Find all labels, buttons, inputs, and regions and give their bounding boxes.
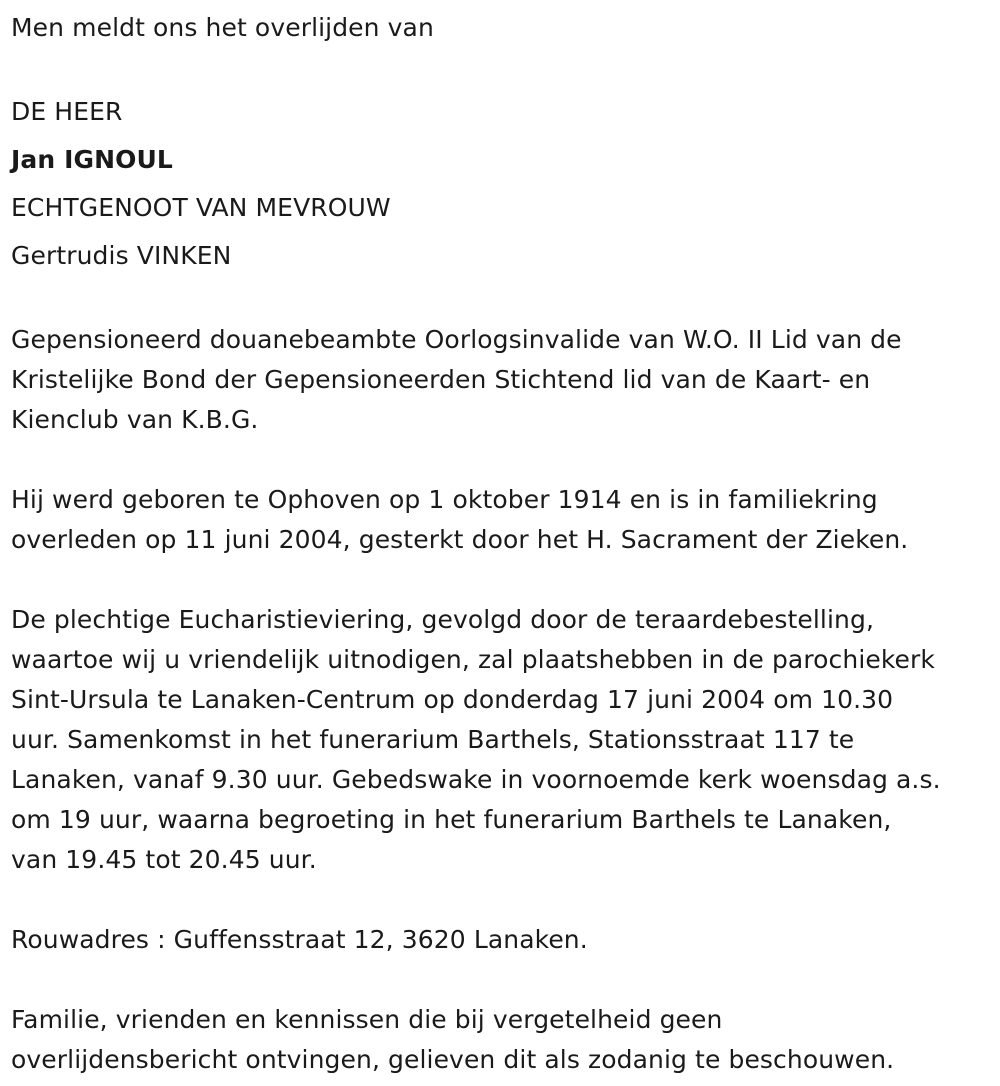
address-line: Rouwadres : Guffensstraat 12, 3620 Lanaken. xyxy=(11,925,588,954)
career-paragraph xyxy=(11,320,1000,440)
spouse-label: ECHTGENOOT VAN MEVROUW xyxy=(11,193,391,222)
birth-death-line: overleden op 11 juni 2004, gesterkt door het H. Sacrament der Zieken. xyxy=(11,525,909,554)
closing-line: overlijdensbericht ontvingen, gelieven dit als zodanig te beschouwen. xyxy=(11,1045,895,1074)
ceremony-line: uur. Samenkomst in het funerarium Barthels, Stationsstraat 117 te xyxy=(11,725,855,754)
ceremony-line: Lanaken, vanaf 9.30 uur. Gebedswake in voornoemde kerk woensdag a.s. xyxy=(11,765,941,794)
intro-line: Men meldt ons het overlijden van xyxy=(11,13,434,42)
birth-death-paragraph xyxy=(11,480,1000,560)
birth-death-line: Hij werd geboren te Ophoven op 1 oktober 1914 en is in familiekring xyxy=(11,485,878,514)
address-paragraph xyxy=(11,920,1000,960)
ceremony-line: van 19.45 tot 20.45 uur. xyxy=(11,845,317,874)
deceased-name: Jan IGNOUL xyxy=(11,145,173,174)
name-block xyxy=(11,88,1000,280)
career-line: Kienclub van K.B.G. xyxy=(11,405,259,434)
ceremony-line: De plechtige Eucharistieviering, gevolgd door de teraardebestelling, xyxy=(11,605,874,634)
spouse-name: Gertrudis VINKEN xyxy=(11,241,232,270)
closing-paragraph xyxy=(11,1000,1000,1080)
ceremony-line: om 19 uur, waarna begroeting in het funerarium Barthels te Lanaken, xyxy=(11,805,892,834)
closing-line: Familie, vrienden en kennissen die bij vergetelheid geen xyxy=(11,1005,723,1034)
ceremony-line: waartoe wij u vriendelijk uitnodigen, zal plaatshebben in de parochiekerk xyxy=(11,645,935,674)
title-line: DE HEER xyxy=(11,97,123,126)
ceremony-paragraph xyxy=(11,600,1000,880)
ceremony-line: Sint-Ursula te Lanaken-Centrum op donderdag 17 juni 2004 om 10.30 xyxy=(11,685,894,714)
career-line: Gepensioneerd douanebeambte Oorlogsinvalide van W.O. II Lid van de xyxy=(11,325,902,354)
career-line: Kristelijke Bond der Gepensioneerden Stichtend lid van de Kaart- en xyxy=(11,365,871,394)
